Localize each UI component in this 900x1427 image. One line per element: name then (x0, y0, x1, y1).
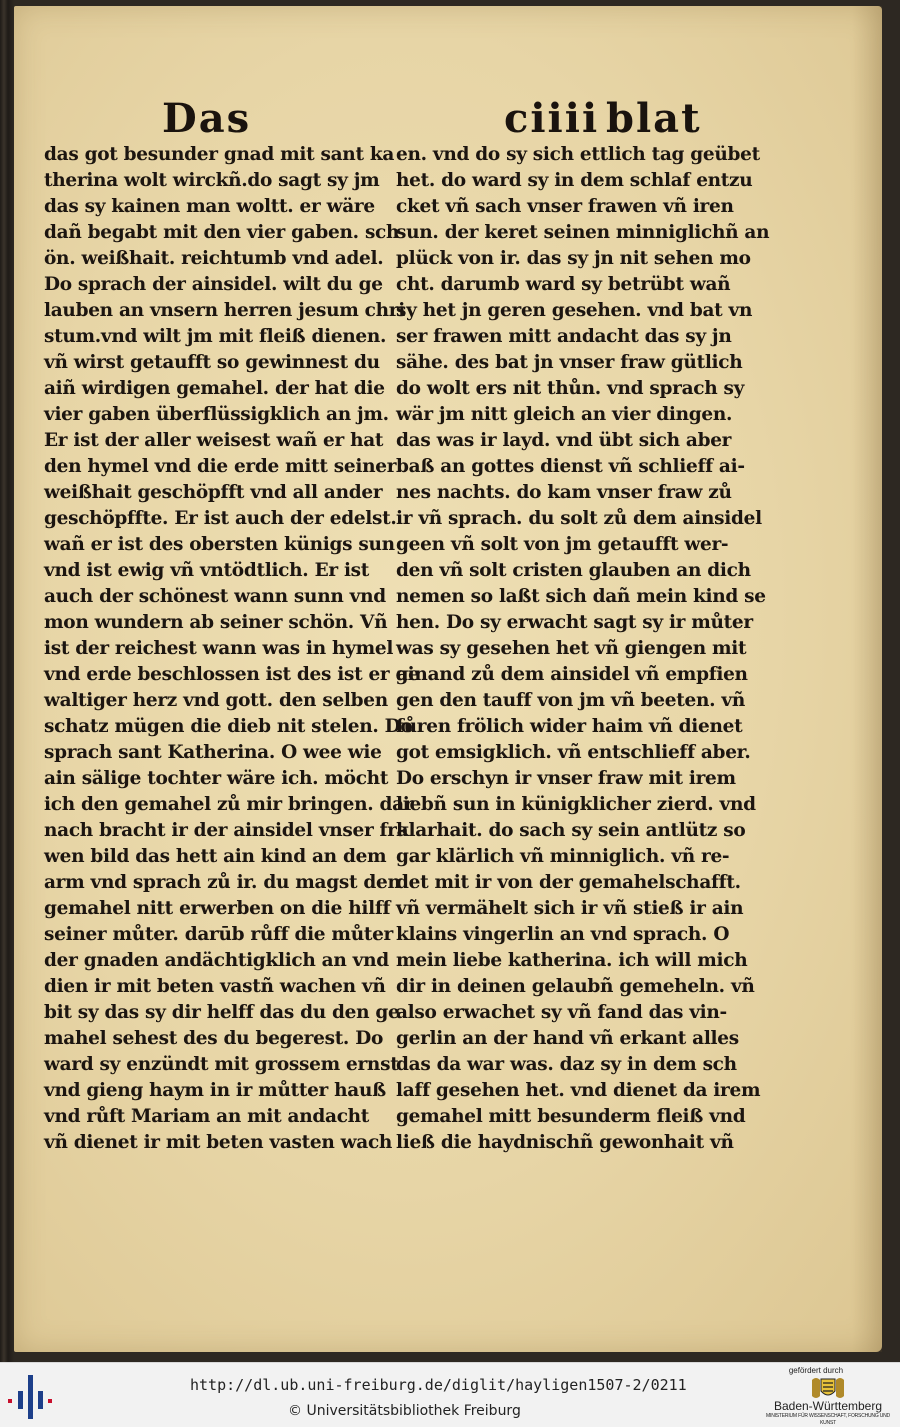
text-line: vñ wirst getaufft so gewinnest du (44, 352, 380, 373)
permalink-url[interactable]: http://dl.ub.uni-freiburg.de/diglit/hayligen1507-2/0211 (190, 1376, 687, 1394)
text-line: baß an gottes dienst vñ schlieff ai- (396, 456, 745, 477)
text-line: der gnaden andächtigklich an vnd (44, 950, 389, 971)
text-line: Er ist der aller weisest wañ er hat (44, 430, 384, 451)
sponsor-block (760, 1366, 896, 1427)
text-line: wen bild das hett ain kind an dem (44, 846, 387, 867)
left-text-column (44, 142, 420, 1156)
text-line: nach bracht ir der ainsidel vnser fra (44, 820, 409, 841)
text-line: gar klärlich vñ minniglich. vñ re- (396, 846, 730, 867)
text-line: das got besunder gnad mit sant ka (44, 144, 395, 165)
text-line: dien ir mit beten vastñ wachen vñ (44, 976, 386, 997)
text-line: das was ir layd. vnd übt sich aber (396, 430, 732, 451)
text-line: schatz mügen die dieb nit stelen. Do (44, 716, 413, 737)
text-line: do wolt ers nit thůn. vnd sprach sy (396, 378, 745, 399)
text-line: das da war was. daz sy in dem sch (396, 1054, 737, 1075)
text-line: waltiger herz vnd gott. den selben (44, 690, 388, 711)
text-line: ir vñ sprach. du solt zů dem ainsidel (396, 508, 762, 529)
page-heading-left: Das (162, 95, 252, 142)
text-line: stum.vnd wilt jm mit fleiß dienen. (44, 326, 387, 347)
text-line: den hymel vnd die erde mitt seiner (44, 456, 397, 477)
text-line: got emsigklich. vñ entschlieff aber. (396, 742, 751, 763)
text-line: nes nachts. do kam vnser fraw zů (396, 482, 732, 503)
text-line: en. vnd do sy sich ettlich tag geübet (396, 144, 760, 165)
text-line: ist der reichest wann was in hymel (44, 638, 394, 659)
text-line: dañ begabt mit den vier gaben. sch (44, 222, 400, 243)
text-line: hen. Do sy erwacht sagt sy ir můter (396, 612, 753, 633)
text-line: vnd růft Mariam an mit andacht (44, 1106, 370, 1127)
text-line: det mit ir von der gemahelschafft. (396, 872, 741, 893)
text-line: mon wundern ab seiner schön. Vñ (44, 612, 388, 633)
text-line: ain sälige tochter wäre ich. möcht (44, 768, 389, 789)
text-line: Do sprach der ainsidel. wilt du ge (44, 274, 383, 295)
text-line: ward sy enzündt mit grossem ernst (44, 1054, 399, 1075)
text-line: ließ die haydnischñ gewonhait vñ (396, 1132, 734, 1153)
text-line: seiner můter. darūb růff die můter (44, 924, 394, 945)
text-line: bit sy das sy dir helff das du den ge (44, 1002, 400, 1023)
text-line: also erwachet sy vñ fand das vin- (396, 1002, 727, 1023)
text-line: arm vnd sprach zů ir. du magst den (44, 872, 401, 893)
text-line: gen den tauff von jm vñ beeten. vñ (396, 690, 745, 711)
text-line: geschöpffte. Er ist auch der edelst. (44, 508, 397, 529)
text-line: weißhait geschöpfft vnd all ander (44, 482, 383, 503)
text-line: sun. der keret seinen minniglichñ an (396, 222, 770, 243)
text-line: gerlin an der hand vñ erkant alles (396, 1028, 739, 1049)
text-line: vñ dienet ir mit beten vasten wach (44, 1132, 393, 1153)
text-line: ainand zů dem ainsidel vñ empfien (396, 664, 748, 685)
text-line: cht. darumb ward sy betrübt wañ (396, 274, 731, 295)
copyright-notice: © Universitätsbibliothek Freiburg (288, 1403, 521, 1419)
text-line: cket vñ sach vnser frawen vñ iren (396, 196, 734, 217)
text-line: therina wolt wirckñ.do sagt sy jm (44, 170, 380, 191)
text-line: mein liebe katherina. ich will mich (396, 950, 748, 971)
text-line: vnd erde beschlossen ist des ist er ge (44, 664, 420, 685)
text-line: gemahel mitt besunderm fleiß vnd (396, 1106, 746, 1127)
text-line: den vñ solt cristen glauben an dich (396, 560, 751, 581)
text-line: dir in deinen gelaubñ gemeheln. vñ (396, 976, 755, 997)
text-line: vñ vermähelt sich ir vñ stieß ir ain (396, 898, 744, 919)
text-line: aiñ wirdigen gemahel. der hat die (44, 378, 385, 399)
text-line: auch der schönest wann sunn vnd (44, 586, 386, 607)
text-line: laff gesehen het. vnd dienet da irem (396, 1080, 761, 1101)
text-line: wär jm nitt gleich an vier dingen. (396, 404, 733, 425)
text-line: ser frawen mitt andacht das sy jn (396, 326, 732, 347)
viewer-footer (0, 1362, 900, 1427)
text-line: ich den gemahel zů mir bringen. dar (44, 794, 414, 815)
text-line: vnd ist ewig vñ vntödtlich. Er ist (44, 560, 370, 581)
text-line: het. do ward sy in dem schlaf entzu (396, 170, 753, 191)
book-page (14, 6, 882, 1352)
text-line: vier gaben überflüssigklich an jm. (44, 404, 389, 425)
text-line: klains vingerlin an vnd sprach. O (396, 924, 730, 945)
library-logo-icon (8, 1373, 52, 1421)
text-line: liebñ sun in künigklicher zierd. vnd (396, 794, 756, 815)
text-line: ön. weißhait. reichtumb vnd adel. (44, 248, 384, 269)
sponsor-name: Baden-Württemberg (773, 1399, 883, 1413)
sponsor-label: gefördert durch (788, 1366, 844, 1375)
right-text-column (396, 142, 770, 1156)
text-line: plück von ir. das sy jn nit sehen mo (396, 248, 751, 269)
text-line: mahel sehest des du begerest. Do (44, 1028, 384, 1049)
text-line: nemen so laßt sich dañ mein kind se (396, 586, 766, 607)
page-heading-right: blat (606, 95, 702, 142)
text-line: fůren frölich wider haim vñ dienet (396, 716, 743, 737)
text-line: gemahel nitt erwerben on die hilff (44, 898, 391, 919)
text-line: sprach sant Katherina. O wee wie (44, 742, 382, 763)
text-line: wañ er ist des obersten künigs sun (44, 534, 395, 555)
sponsor-ministry: MINISTERIUM FÜR WISSENSCHAFT, FORSCHUNG UND KUNST (766, 1413, 890, 1426)
text-line: lauben an vnsern herren jesum chri (44, 300, 405, 321)
page-folio-number: ciiii (504, 95, 600, 142)
text-line: sy het jn geren gesehen. vnd bat vn (396, 300, 753, 321)
coat-of-arms-icon (808, 1376, 848, 1400)
text-line: vnd gieng haym in ir můtter hauß (44, 1080, 386, 1101)
text-line: klarhait. do sach sy sein antlütz so (396, 820, 746, 841)
text-line: geen vñ solt von jm getaufft wer- (396, 534, 729, 555)
text-line: was sy gesehen het vñ giengen mit (396, 638, 747, 659)
text-line: sähe. des bat jn vnser fraw gütlich (396, 352, 743, 373)
text-line: Do erschyn ir vnser fraw mit irem (396, 768, 736, 789)
text-line: das sy kainen man woltt. er wäre (44, 196, 375, 217)
